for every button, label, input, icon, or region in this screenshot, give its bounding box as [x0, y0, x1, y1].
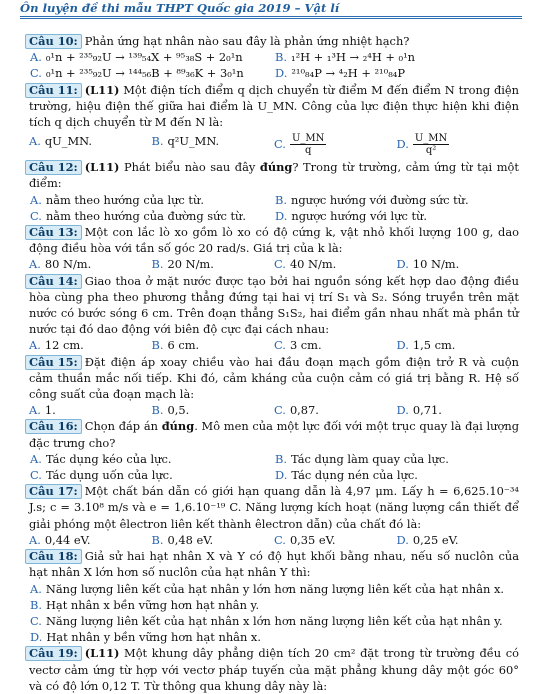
question-stem: Một khung dây phẳng diện tích 20 cm² đặt trong từ trường đều có vectơ cảm ứng từ hợp với vectơ pháp tuyến của mặt phẳng khung dây một góc 60° và có độ lớn 0,12 T. Từ thông qua khung dây này là:: [29, 646, 520, 693]
option-a[interactable]: A. ₀¹n + ²³⁵₉₂U → ¹³⁹₅₄X + ⁹⁵₃₈S + 2₀¹n: [30, 50, 243, 65]
question-stem: Một con lắc lò xo gồm lò xo có độ cứng k, vật nhỏ khối lượng 100 g, dao động điều hòa với tần số góc 20 rad/s. Giá trị của k là:: [29, 225, 519, 256]
question-label: Câu 14:: [25, 274, 82, 289]
option-b[interactable]: B. Tác dụng làm quay của lực.: [275, 451, 449, 466]
question-stem: Một chất bán dẫn có giới hạn quang dẫn là 4,97 μm. Lấy h = 6,625.10⁻³⁴ J.s; c = 3.10⁸ m/s và e = 1,6.10⁻¹⁹ C. Năng lượng kích hoạt (năng lượng cần thiết để giải phóng một êlectron liên kết thành êlectron dẫn) của chất đó là:: [29, 484, 519, 531]
option-b[interactable]: B. q²U_MN.: [151, 134, 220, 149]
fraction: $\frac{U\_MN}{q}$: [291, 133, 325, 157]
question-label: Câu 19:: [25, 646, 82, 661]
option-a[interactable]: A. 0,44 eV.: [29, 532, 91, 547]
question-15: [29, 354, 519, 419]
question-label: Câu 15:: [25, 355, 82, 370]
option-c[interactable]: C. $\frac{U\_MN}{q}$: [274, 133, 325, 157]
question-list: [29, 33, 519, 694]
question-stem: Đặt điện áp xoay chiều vào hai đầu đoạn mạch gồm điện trở R và cuộn cảm thuần mắc nối tiếp. Khi đó, cảm kháng của cuộn cảm có giá trị bằng R. Hệ số công suất của đoạn mạch là:: [29, 354, 519, 402]
option-a[interactable]: A. Năng lượng liên kết của hạt nhân y lớn hơn năng lượng liên kết của hạt nhân x.: [30, 581, 505, 596]
option-c[interactable]: C. 3 cm.: [274, 338, 322, 353]
option-d[interactable]: D. 1,5 cm.: [396, 338, 456, 353]
option-a[interactable]: A. nằm theo hướng của lực từ.: [30, 192, 204, 207]
option-b[interactable]: B. 20 N/m.: [151, 257, 214, 272]
question-stem: Giả sử hai hạt nhân X và Y có độ hụt khối bằng nhau, nếu số nuclôn của hạt nhân X lớn hơn số nuclôn của hạt nhân Y thì:: [29, 549, 519, 580]
option-a[interactable]: A. 80 N/m.: [29, 257, 92, 272]
option-a[interactable]: A. 12 cm.: [29, 338, 84, 353]
header-rule-top: [20, 16, 522, 17]
question-13: [29, 224, 519, 273]
option-d[interactable]: D. Tác dụng nén của lực.: [275, 468, 418, 483]
option-a[interactable]: A. Tác dụng kéo của lực.: [30, 451, 172, 466]
question-label: Câu 10:: [25, 34, 82, 49]
option-d[interactable]: D. $\frac{U\_MN}{\text{q²}}$: [396, 133, 448, 157]
option-d[interactable]: D. ngược hướng với lực từ.: [275, 208, 428, 223]
question-17: [29, 483, 519, 548]
option-d[interactable]: D. 0,71.: [396, 403, 442, 418]
option-b[interactable]: B. 0,48 eV.: [151, 532, 214, 547]
question-10: [29, 33, 519, 82]
option-b[interactable]: B. 0,5.: [151, 403, 190, 418]
header-rule-bottom: [20, 18, 522, 19]
option-b[interactable]: B. 6 cm.: [151, 338, 200, 353]
question-label: Câu 17:: [25, 484, 82, 499]
question-16: Câu 16: Chọn đáp án đúng. Mô men của một lực đối với một trục quay là đại lượng đặc trưng cho? A. Tác dụng kéo của lực. B. Tác dụng làm quay của lực. C. Tác dụng uốn của lực. D. Tác dụng nén của lực.: [29, 418, 519, 483]
option-c[interactable]: C. Tác dụng uốn của lực.: [30, 468, 173, 483]
option-c[interactable]: C. 0,35 eV.: [274, 532, 336, 547]
question-label: Câu 13:: [25, 225, 82, 240]
fraction: $\frac{U\_MN}{\text{q²}}$: [414, 133, 448, 157]
question-14: [29, 273, 519, 354]
question-18: [29, 548, 519, 645]
page-header: Ôn luyện đề thi mẫu THPT Quốc gia 2019 – Vật lí: [20, 1, 340, 15]
option-c[interactable]: C. 40 N/m.: [274, 257, 337, 272]
question-11: Câu 11: (L11) Một điện tích điểm q dịch chuyển từ điểm M đến điểm N trong điện trường, hiệu điện thế giữa hai điểm là U_MN. Công của lực điện thực hiện khi điện tích q dịch chuyển từ M đến N là: A. qU_MN. B. q²U_MN. C. $\frac{U\_MN}{q}$ D. $\frac{U\_MN}{\text{q²}}$: [29, 82, 519, 157]
option-b[interactable]: B. Hạt nhân x bền vững hơn hạt nhân y.: [30, 597, 260, 612]
question-label: Câu 11:: [25, 83, 82, 98]
option-a[interactable]: A. 1.: [29, 403, 56, 418]
question-stem: Một điện tích điểm q dịch chuyển từ điểm M đến điểm N trong điện trường, hiệu điện thế giữa hai điểm là U_MN. Công của lực điện thực hiện khi điện tích q dịch chuyển từ M đến N là:: [29, 82, 519, 130]
question-stem: Giao thoa ở mặt nước được tạo bởi hai nguồn sóng kết hợp dao động điều hòa cùng pha theo phương thẳng đứng tại hai vị trí S₁ và S₂. Sóng truyền trên mặt nước có bước sóng 6 cm. Trên đoạn thẳng S₁S₂, hai điểm gần nhau nhất mà phần tử nước tại đó dao động với biên độ cực đại cách nhau:: [29, 273, 519, 337]
question-label: Câu 18:: [25, 549, 82, 564]
question-stem: Phản ứng hạt nhân nào sau đây là phản ứng nhiệt hạch?: [84, 34, 410, 48]
option-c[interactable]: C. Năng lượng liên kết của hạt nhân x lớn hơn năng lượng liên kết của hạt nhân y.: [30, 613, 503, 628]
option-d[interactable]: D. 0,25 eV.: [396, 532, 459, 547]
option-d[interactable]: D. ²¹⁰₈₄P → ⁴₂H + ²¹⁰₈₄P: [275, 66, 405, 81]
option-b[interactable]: B. ngược hướng với đường sức từ.: [275, 192, 469, 207]
option-b[interactable]: B. ₁²H + ₁³H → ₂⁴H + ₀¹n: [275, 50, 416, 65]
option-c[interactable]: C. nằm theo hướng của đường sức từ.: [30, 208, 246, 223]
option-c[interactable]: C. ₀¹n + ²³⁵₉₂U → ¹⁴⁴₅₆B + ⁸⁹₃₆K + 3₀¹n: [30, 66, 244, 81]
question-label: Câu 16:: [25, 419, 82, 434]
option-d[interactable]: D. Hạt nhân y bền vững hơn hạt nhân x.: [30, 630, 261, 645]
option-d[interactable]: D. 10 N/m.: [396, 257, 460, 272]
option-a[interactable]: A. qU_MN.: [29, 134, 92, 149]
option-c[interactable]: C. 0,87.: [274, 403, 319, 418]
question-12: Câu 12: (L11) Phát biểu nào sau đây đúng? Trong từ trường, cảm ứng từ tại một điểm: A. nằm theo hướng của lực từ. B. ngược hướng với đường sức từ. C. nằm theo hướng của đường sức từ. D. ngược hướng với lực từ.: [29, 159, 519, 224]
question-label: Câu 12:: [25, 160, 82, 175]
question-19: Câu 19: (L11) Một khung dây phẳng diện tích 20 cm² đặt trong từ trường đều có vectơ cảm ứng từ hợp với vectơ pháp tuyến của mặt phẳng khung dây một góc 60° và có độ lớn 0,12 T. Từ thông qua khung dây này là:: [29, 645, 519, 694]
